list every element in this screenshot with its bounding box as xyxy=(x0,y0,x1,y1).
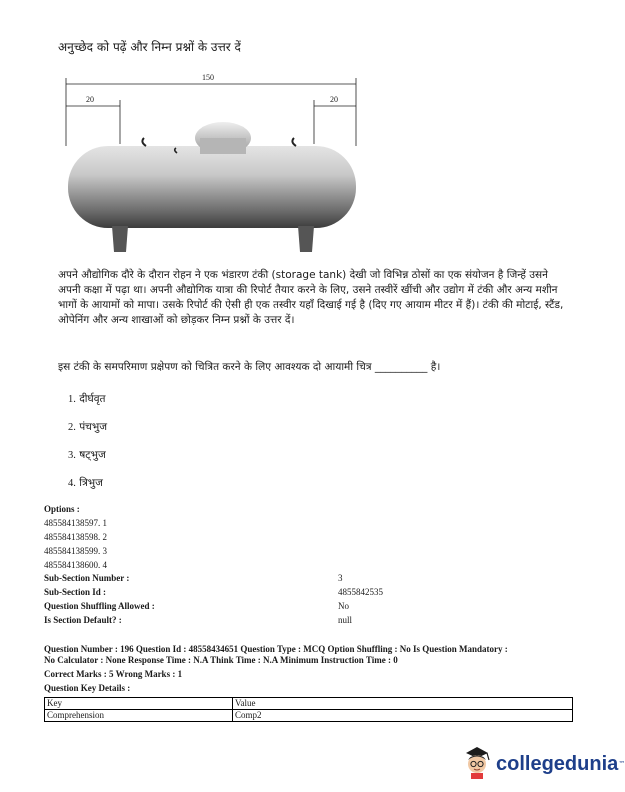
options-label: Options : xyxy=(44,504,80,514)
tank-stand-left xyxy=(112,226,128,252)
brand-trademark: ™ xyxy=(618,760,625,768)
choice-2 xyxy=(68,420,107,434)
choice-number: 3. xyxy=(68,450,76,461)
question-stem: इस टंकी के समपरिमाण प्रक्षेपण को चित्रित करने के लिए आवश्यक दो आयामी चित्र xyxy=(58,361,372,373)
dim-right-label: 20 xyxy=(330,95,338,104)
brand-logo xyxy=(462,744,625,784)
shuffling-value: No xyxy=(338,601,349,611)
question-text xyxy=(58,360,440,374)
question-suffix: है। xyxy=(430,361,441,373)
table-header-cell: Value xyxy=(233,698,573,710)
choice-4 xyxy=(68,476,103,490)
choice-1 xyxy=(68,392,106,406)
brand-name: collegedunia xyxy=(496,752,619,775)
table-cell: Comp2 xyxy=(233,710,573,722)
option-id: 485584138598. 2 xyxy=(44,532,107,542)
passage-paragraph: अपने औद्योगिक दौरे के दौरान रोहन ने एक भंडारण टंकी (storage tank) देखी जो विभिन्न ठोसों का एक संयोजन है जिन्हें उसने अपनी कक्षा में पढ़ा था। अपनी औद्योगिक यात्रा की रिपोर्ट तैयार करने के लिए, उसने तस्वीरें खींची और उद्योग में टंकी और अन्य मशीन भागों के आयामों को मापा। उसके रिपोर्ट की ऐसी ही एक तस्वीर यहाँ दिखाई गई है (दिए गए आयाम मीटर में हैं)। टंकी की मोटाई, स्टैंड, ओपेनिंग और अन्य शाखाओं को छोड़कर निम्न प्रश्नों के उत्तर दें। xyxy=(58,269,564,326)
subsection-number-value: 3 xyxy=(338,573,343,583)
shuffling-label: Question Shuffling Allowed : xyxy=(44,601,155,611)
mascot-icon xyxy=(462,745,492,783)
key-table xyxy=(44,697,573,722)
table-header-cell: Key xyxy=(45,698,233,710)
section-default-value: null xyxy=(338,615,353,625)
choice-text: दीर्घवृत xyxy=(79,393,106,405)
storage-tank-figure xyxy=(48,68,376,258)
section-default-label: Is Section Default? : xyxy=(44,615,122,625)
question-meta-line2: No Calculator : None Response Time : N.A Think Time : N.A Minimum Instruction Time : 0 xyxy=(44,655,398,665)
tank-body xyxy=(68,146,356,228)
table-row xyxy=(45,710,573,722)
subsection-id-label: Sub-Section Id : xyxy=(44,587,107,597)
tank-stand-right xyxy=(298,226,314,252)
question-blank: __________ xyxy=(374,361,428,373)
choice-text: षट्भुज xyxy=(79,449,106,461)
subsection-id-value: 4855842535 xyxy=(338,587,383,597)
choice-number: 2. xyxy=(68,422,76,433)
options-list xyxy=(44,502,107,572)
choice-text: पंचभुज xyxy=(79,421,108,433)
subsection-number-label: Sub-Section Number : xyxy=(44,573,130,583)
key-details-label: Question Key Details : xyxy=(44,683,131,693)
dim-total-label: 150 xyxy=(202,73,214,82)
choice-text: त्रिभुज xyxy=(79,477,103,489)
dim-left-label: 20 xyxy=(86,95,94,104)
option-id: 485584138597. 1 xyxy=(44,518,107,528)
table-cell: Comprehension xyxy=(45,710,233,722)
choice-number: 4. xyxy=(68,478,76,489)
marks-line: Correct Marks : 5 Wrong Marks : 1 xyxy=(44,669,183,679)
choice-3 xyxy=(68,448,106,462)
option-id: 485584138599. 3 xyxy=(44,546,107,556)
question-meta-line1: Question Number : 196 Question Id : 48558434651 Question Type : MCQ Option Shuffling : No Is Question Mandatory : xyxy=(44,644,508,654)
passage-heading: अनुच्छेद को पढ़ें और निम्न प्रश्नों के उत्तर दें xyxy=(58,40,241,54)
table-header-row xyxy=(45,698,573,710)
choice-number: 1. xyxy=(68,394,76,405)
option-id: 485584138600. 4 xyxy=(44,560,107,570)
